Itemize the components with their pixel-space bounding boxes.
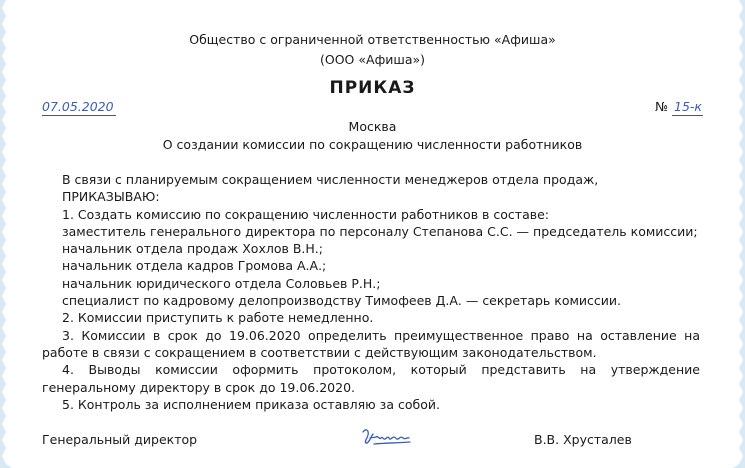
order-date: 07.05.2020 (42, 99, 114, 114)
signer-role: Генеральный директор (42, 432, 198, 447)
order-item-1: 1. Создать комиссию по сокращению численности работников в составе: (62, 206, 549, 222)
commission-member: специалист по кадровому делопроизводству Тимофеев Д.А. — секретарь комиссии. (62, 293, 621, 309)
commission-member: начальник отдела кадров Громова А.А.; (62, 258, 327, 274)
number-sign: № (655, 99, 669, 114)
preamble-paragraph: В связи с планируемым сокращением численности менеджеров отдела продаж, (62, 172, 599, 187)
order-body (42, 171, 700, 413)
order-item-4: 4. Выводы комиссии оформить протоколом, который представить на утверждение генеральному директору в срок до 19.06.2020. (42, 362, 700, 395)
order-number: 15-к (674, 99, 702, 114)
order-item-5: 5. Контроль за исполнением приказа оставляю за собой. (62, 396, 440, 412)
order-item-3: 3. Комиссии в срок до 19.06.2020 определить преимущественное право на оставление на работе в связи с сокращением в соответствии с действующим законодательством. (42, 327, 700, 360)
order-subject: О создании комиссии по сокращению численности работников (162, 137, 583, 152)
document-title: ПРИКАЗ (329, 78, 416, 98)
torn-edge-left (0, 0, 12, 468)
order-item-2: 2. Комиссии приступить к работе немедленно. (62, 310, 374, 326)
commission-member: начальник юридического отдела Соловьев Р.Н.; (62, 275, 381, 291)
torn-edge-right (733, 0, 745, 468)
commission-member: начальник отдела продаж Хохлов В.Н.; (62, 241, 323, 257)
signer-name: В.В. Хрусталев (534, 432, 632, 447)
organization-short-name: (ООО «Афиша») (320, 52, 425, 67)
order-directive: ПРИКАЗЫВАЮ: (62, 189, 160, 205)
order-number-block (655, 100, 703, 116)
commission-member: заместитель генерального директора по персоналу Степанова С.С. — председатель комиссии; (62, 223, 698, 239)
handwritten-signature (360, 426, 415, 448)
city: Москва (348, 119, 397, 134)
organization-name: Общество с ограниченной ответственностью «Афиша» (189, 32, 556, 47)
